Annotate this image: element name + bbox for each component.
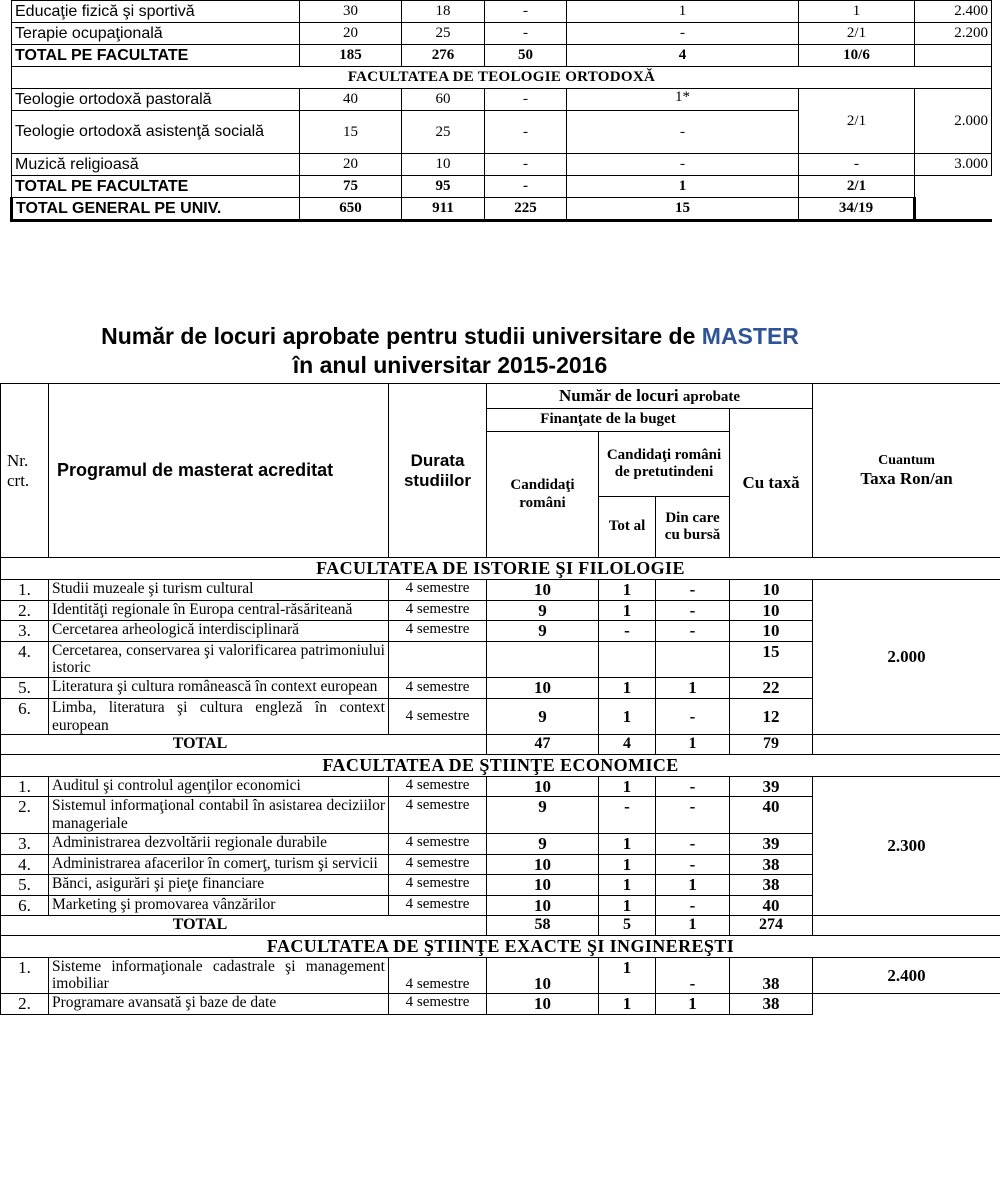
program-name: Terapie ocupaţională bbox=[12, 23, 300, 45]
cell: 10 bbox=[487, 776, 599, 797]
row-number: 3. bbox=[1, 621, 49, 642]
cell: 10 bbox=[487, 678, 599, 699]
program-name: Auditul şi controlul agenţilor economici bbox=[49, 776, 389, 797]
cell: - bbox=[656, 797, 730, 834]
cell: 1 bbox=[567, 176, 799, 198]
row-number: 1. bbox=[1, 580, 49, 601]
cell: 185 bbox=[300, 45, 402, 67]
cell: 2/1 bbox=[799, 23, 915, 45]
cell: - bbox=[656, 776, 730, 797]
program-name: Teologie ortodoxă pastorală bbox=[12, 89, 300, 111]
fee-cell: 2.000 bbox=[915, 89, 992, 154]
cell: 2/1 bbox=[799, 89, 915, 154]
faculty-title: FACULTATEA DE ISTORIE ŞI FILOLOGIE bbox=[1, 558, 1000, 580]
program-name: Programare avansată şi baze de date bbox=[49, 994, 389, 1015]
fee-cell: 2.400 bbox=[813, 957, 1000, 994]
row-number: 2. bbox=[1, 600, 49, 621]
row-number: 5. bbox=[1, 678, 49, 699]
general-total-row bbox=[12, 198, 992, 221]
cell: 1 bbox=[656, 735, 730, 754]
header-numar-locuri-sub: aprobate bbox=[682, 388, 741, 405]
cell: 650 bbox=[300, 198, 402, 221]
empty-cell bbox=[813, 994, 1000, 1015]
table-row bbox=[12, 154, 992, 176]
cell: 40 bbox=[300, 89, 402, 111]
faculty-title: FACULTATEA DE ŞTIINŢE ECONOMICE bbox=[1, 754, 1000, 776]
cell: 39 bbox=[730, 834, 813, 855]
program-name: Limba, literatura şi cultura engleză în context european bbox=[49, 698, 389, 735]
cell: 38 bbox=[730, 875, 813, 896]
duration: 4 semestre bbox=[389, 797, 487, 834]
cell: 9 bbox=[487, 621, 599, 642]
cell: 1 bbox=[599, 580, 656, 601]
cell: 10 bbox=[487, 994, 599, 1015]
cell: 5 bbox=[599, 916, 656, 935]
total-label: TOTAL bbox=[1, 735, 487, 754]
cell: - bbox=[656, 600, 730, 621]
program-name: Sisteme informaţionale cadastrale şi management imobiliar bbox=[49, 957, 389, 994]
section-heading bbox=[0, 322, 900, 380]
duration: 4 semestre bbox=[389, 580, 487, 601]
cell: 39 bbox=[730, 776, 813, 797]
fee-cell: 2.400 bbox=[915, 1, 992, 23]
cell: - bbox=[656, 580, 730, 601]
table-row bbox=[1, 776, 1000, 797]
faculty-title: FACULTATEA DE ŞTIINŢE EXACTE ŞI INGINEREŞTI bbox=[1, 935, 1000, 957]
cell: 1 bbox=[599, 854, 656, 875]
cell: 12 bbox=[730, 698, 813, 735]
program-name: Teologie ortodoxă asistenţă socială bbox=[12, 111, 300, 154]
cell: 10 bbox=[487, 875, 599, 896]
table-row bbox=[1, 580, 1000, 601]
header-finantate: Finanţate de la buget bbox=[487, 409, 730, 432]
duration: 4 semestre bbox=[389, 834, 487, 855]
cell: 1 bbox=[599, 875, 656, 896]
cell: 9 bbox=[487, 797, 599, 834]
faculty-total-row bbox=[12, 176, 992, 198]
cell: 9 bbox=[487, 600, 599, 621]
cell: 95 bbox=[402, 176, 485, 198]
header-row bbox=[1, 384, 1000, 409]
header-program: Programul de masterat acreditat bbox=[49, 384, 389, 558]
empty-cell bbox=[915, 176, 992, 221]
duration: 4 semestre bbox=[389, 600, 487, 621]
duration: 4 semestre bbox=[389, 895, 487, 916]
program-name: Studii muzeale şi turism cultural bbox=[49, 580, 389, 601]
faculty-row bbox=[1, 558, 1000, 580]
program-name: Sistemul informaţional contabil în asistarea deciziilor manageriale bbox=[49, 797, 389, 834]
cell: - bbox=[485, 23, 567, 45]
cell: - bbox=[656, 854, 730, 875]
header-candidati-pretutindeni: Candidaţi români de pretutindeni bbox=[599, 432, 730, 497]
header-cuantum bbox=[813, 384, 1000, 558]
cell: 15 bbox=[300, 111, 402, 154]
cell: 40 bbox=[730, 797, 813, 834]
cell: 25 bbox=[402, 23, 485, 45]
empty-cell bbox=[915, 45, 992, 67]
faculty-row bbox=[1, 754, 1000, 776]
total-label: TOTAL GENERAL PE UNIV. bbox=[12, 198, 300, 221]
faculty-title: FACULTATEA DE TEOLOGIE ORTODOXĂ bbox=[12, 67, 992, 89]
cell: 1 bbox=[599, 834, 656, 855]
header-taxa-label: Taxa Ron/an bbox=[860, 468, 953, 488]
header-durata: Durata studiilor bbox=[389, 384, 487, 558]
cell: 18 bbox=[402, 1, 485, 23]
cell: 79 bbox=[730, 735, 813, 754]
cell: 1 bbox=[656, 916, 730, 935]
row-number: 5. bbox=[1, 875, 49, 896]
faculty-row bbox=[12, 67, 992, 89]
cell: 10 bbox=[487, 580, 599, 601]
cell: 9 bbox=[487, 698, 599, 735]
table-row bbox=[12, 1, 992, 23]
faculty-total-row bbox=[1, 916, 1000, 935]
fee-cell: 3.000 bbox=[915, 154, 992, 176]
cell bbox=[487, 641, 599, 678]
cell: 25 bbox=[402, 111, 485, 154]
cell: 75 bbox=[300, 176, 402, 198]
program-name: Educaţie fizică şi sportivă bbox=[12, 1, 300, 23]
program-name: Bănci, asigurări şi pieţe financiare bbox=[49, 875, 389, 896]
cell: - bbox=[485, 111, 567, 154]
table-row bbox=[12, 89, 992, 111]
cell: 1 bbox=[599, 678, 656, 699]
cell: 4 bbox=[599, 735, 656, 754]
header-total: Tot al bbox=[599, 497, 656, 558]
heading-line-2: în anul universitar 2015-2016 bbox=[292, 352, 608, 378]
master-table bbox=[0, 383, 1000, 1015]
cell: 1 bbox=[567, 1, 799, 23]
duration: 4 semestre bbox=[389, 621, 487, 642]
total-label: TOTAL PE FACULTATE bbox=[12, 45, 300, 67]
duration: 4 semestre bbox=[389, 854, 487, 875]
heading-line-1 bbox=[0, 322, 900, 351]
cell bbox=[656, 641, 730, 678]
header-numar-locuri-main: Număr de locuri bbox=[558, 385, 679, 405]
cell: 276 bbox=[402, 45, 485, 67]
cell: - bbox=[799, 154, 915, 176]
program-name: Cercetarea arheologică interdisciplinară bbox=[49, 621, 389, 642]
table-row bbox=[12, 23, 992, 45]
program-name: Administrarea afacerilor în comerţ, turism şi servicii bbox=[49, 854, 389, 875]
cell: 4 bbox=[567, 45, 799, 67]
cell: 1 bbox=[599, 600, 656, 621]
duration: 4 semestre bbox=[389, 994, 487, 1015]
cell: 34/19 bbox=[799, 198, 915, 221]
cell: 15 bbox=[567, 198, 799, 221]
heading-accent: MASTER bbox=[701, 323, 799, 349]
cell: - bbox=[656, 895, 730, 916]
cell: 20 bbox=[300, 154, 402, 176]
cell: 38 bbox=[730, 994, 813, 1015]
row-number: 2. bbox=[1, 994, 49, 1015]
cell: 10 bbox=[487, 895, 599, 916]
table-row bbox=[1, 994, 1000, 1015]
cell: 50 bbox=[485, 45, 567, 67]
cell: - bbox=[656, 834, 730, 855]
cell: 10 bbox=[730, 621, 813, 642]
header-din-care-bursa: Din care cu bursă bbox=[656, 497, 730, 558]
cell: - bbox=[485, 1, 567, 23]
header-candidati-romani: Candidaţi români bbox=[487, 432, 599, 558]
cell: - bbox=[485, 89, 567, 111]
cell: 1 bbox=[599, 957, 656, 994]
program-name: Literatura şi cultura românească în context european bbox=[49, 678, 389, 699]
row-number: 6. bbox=[1, 698, 49, 735]
table-row bbox=[1, 957, 1000, 994]
cell: 1 bbox=[599, 994, 656, 1015]
cell: 20 bbox=[300, 23, 402, 45]
duration: 4 semestre bbox=[389, 875, 487, 896]
cell: 10 bbox=[402, 154, 485, 176]
cell: - bbox=[599, 797, 656, 834]
cell: 1 bbox=[656, 678, 730, 699]
cell: 30 bbox=[300, 1, 402, 23]
total-label: TOTAL bbox=[1, 916, 487, 935]
cell: 10 bbox=[487, 957, 599, 994]
fee-cell: 2.200 bbox=[915, 23, 992, 45]
faculty-total-row bbox=[12, 45, 992, 67]
cell: 10 bbox=[487, 854, 599, 875]
cell: - bbox=[567, 23, 799, 45]
cell: 10 bbox=[730, 600, 813, 621]
row-number: 1. bbox=[1, 776, 49, 797]
program-name: Marketing şi promovarea vânzărilor bbox=[49, 895, 389, 916]
cell: 1 bbox=[599, 776, 656, 797]
faculty-total-row bbox=[1, 735, 1000, 754]
cell: 225 bbox=[485, 198, 567, 221]
licenta-table bbox=[10, 0, 992, 222]
cell: - bbox=[599, 621, 656, 642]
cell: - bbox=[567, 154, 799, 176]
cell: 58 bbox=[487, 916, 599, 935]
cell: 911 bbox=[402, 198, 485, 221]
fee-cell: 2.300 bbox=[813, 776, 1000, 915]
cell: 1 bbox=[656, 994, 730, 1015]
duration: 4 semestre bbox=[389, 698, 487, 735]
faculty-row bbox=[1, 935, 1000, 957]
total-label: TOTAL PE FACULTATE bbox=[12, 176, 300, 198]
cell: - bbox=[656, 957, 730, 994]
header-numar-locuri bbox=[487, 384, 813, 409]
cell: 22 bbox=[730, 678, 813, 699]
cell bbox=[599, 641, 656, 678]
header-nr: Nr. crt. bbox=[1, 384, 49, 558]
empty-cell bbox=[813, 916, 1000, 935]
row-number: 3. bbox=[1, 834, 49, 855]
cell: - bbox=[656, 621, 730, 642]
cell: 1* bbox=[567, 89, 799, 111]
duration bbox=[389, 641, 487, 678]
cell: - bbox=[567, 111, 799, 154]
row-number: 4. bbox=[1, 641, 49, 678]
program-name: Muzică religioasă bbox=[12, 154, 300, 176]
cell: 9 bbox=[487, 834, 599, 855]
program-name: Cercetarea, conservarea şi valorificarea patrimoniului istoric bbox=[49, 641, 389, 678]
header-cuantum-label: Cuantum bbox=[878, 452, 935, 468]
fee-cell: 2.000 bbox=[813, 580, 1000, 735]
row-number: 4. bbox=[1, 854, 49, 875]
program-name: Identităţi regionale în Europa central-răsăriteană bbox=[49, 600, 389, 621]
cell: 38 bbox=[730, 854, 813, 875]
duration: 4 semestre bbox=[389, 776, 487, 797]
cell: 1 bbox=[599, 698, 656, 735]
row-number: 2. bbox=[1, 797, 49, 834]
cell: 1 bbox=[656, 875, 730, 896]
cell: 10/6 bbox=[799, 45, 915, 67]
cell: 60 bbox=[402, 89, 485, 111]
cell: 2/1 bbox=[799, 176, 915, 198]
row-number: 6. bbox=[1, 895, 49, 916]
program-name: Administrarea dezvoltării regionale durabile bbox=[49, 834, 389, 855]
duration: 4 semestre bbox=[389, 678, 487, 699]
cell: 10 bbox=[730, 580, 813, 601]
row-number: 1. bbox=[1, 957, 49, 994]
heading-text: Număr de locuri aprobate pentru studii universitare de bbox=[101, 323, 702, 349]
cell: 1 bbox=[599, 895, 656, 916]
duration: 4 semestre bbox=[389, 957, 487, 994]
cell: - bbox=[656, 698, 730, 735]
cell: - bbox=[485, 176, 567, 198]
cell: - bbox=[485, 154, 567, 176]
cell: 1 bbox=[799, 1, 915, 23]
empty-cell bbox=[813, 735, 1000, 754]
cell: 15 bbox=[730, 641, 813, 678]
cell: 40 bbox=[730, 895, 813, 916]
cell: 274 bbox=[730, 916, 813, 935]
cell: 38 bbox=[730, 957, 813, 994]
cell: 47 bbox=[487, 735, 599, 754]
header-cu-taxa: Cu taxă bbox=[730, 409, 813, 558]
